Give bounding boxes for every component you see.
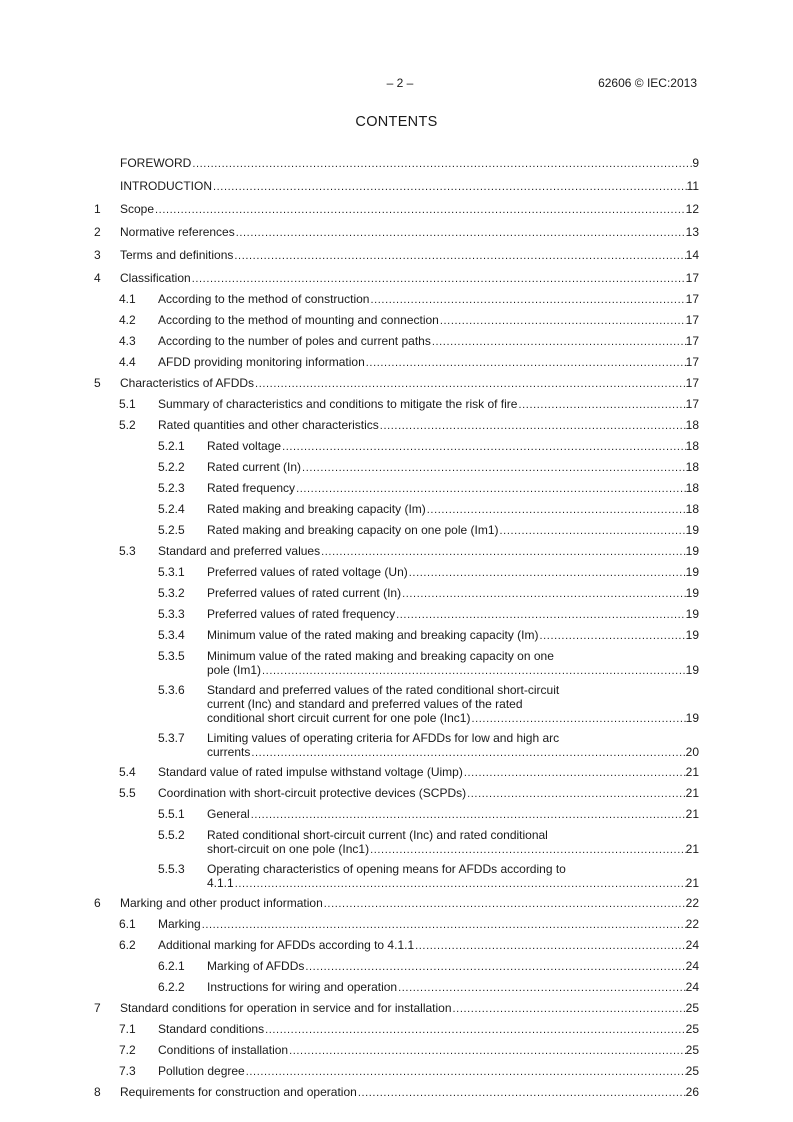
entry-body: [120, 271, 699, 286]
dot-leader: [452, 1002, 686, 1016]
section-number: 5.3.7: [158, 731, 185, 745]
toc-entry[interactable]: [94, 959, 699, 974]
section-number: 2: [94, 225, 101, 239]
section-number: 5.3.4: [158, 628, 185, 642]
section-number: 6.1: [119, 917, 136, 931]
page-ref[interactable]: 21: [685, 765, 699, 779]
entry-body: [207, 649, 699, 678]
toc-entry[interactable]: [94, 807, 699, 822]
section-number: 4.4: [119, 355, 136, 369]
entry-title[interactable]: Standard value of rated impulse withstand voltage (Uimp): [158, 765, 463, 779]
page-ref[interactable]: 19: [685, 628, 699, 642]
entry-last-line: [207, 607, 699, 622]
entry-body: [158, 917, 699, 932]
entry-title[interactable]: General: [207, 807, 250, 821]
section-number: 5.2.1: [158, 439, 185, 453]
page-ref[interactable]: 19: [685, 663, 699, 677]
page-ref[interactable]: 17: [685, 313, 699, 327]
dot-leader: [395, 608, 686, 622]
toc-entry[interactable]: [94, 439, 699, 454]
page-ref[interactable]: 19: [685, 586, 699, 600]
entry-body: [120, 376, 699, 391]
page-ref[interactable]: 17: [685, 334, 699, 348]
dot-leader: [235, 226, 686, 240]
entry-title[interactable]: Terms and definitions: [120, 248, 234, 262]
section-number: 6.2.1: [158, 959, 185, 973]
toc-entry[interactable]: [94, 586, 699, 601]
entry-body: [207, 980, 699, 995]
section-number: 5: [94, 376, 101, 390]
entry-body: [207, 828, 699, 857]
entry-last-line: [158, 355, 699, 370]
dot-leader: [499, 524, 686, 538]
toc-entry[interactable]: [94, 649, 699, 678]
dot-leader: [320, 545, 686, 559]
page-ref[interactable]: 24: [685, 980, 699, 994]
entry-last-line: [120, 896, 699, 911]
section-number: 5.5: [119, 786, 136, 800]
page-ref[interactable]: 11: [686, 179, 699, 193]
page-ref[interactable]: 18: [685, 460, 699, 474]
section-number: 5.2.5: [158, 523, 185, 537]
toc-entry[interactable]: [94, 1085, 699, 1100]
entry-title[interactable]: Rated frequency: [207, 481, 296, 495]
entry-last-line: [120, 156, 699, 171]
entry-last-line: [158, 334, 699, 349]
entry-last-line: [158, 313, 699, 328]
toc-entry[interactable]: [94, 397, 699, 412]
page-ref[interactable]: 18: [685, 481, 699, 495]
entry-title[interactable]: Characteristics of AFDDs: [120, 376, 255, 390]
entry-title[interactable]: Preferred values of rated voltage (Un): [207, 565, 408, 579]
entry-title[interactable]: Requirements for construction and operation: [120, 1085, 357, 1099]
section-number: 5.2: [119, 418, 136, 432]
dot-leader: [288, 1044, 686, 1058]
page-ref[interactable]: 24: [685, 959, 699, 973]
entry-title[interactable]: currents: [207, 745, 251, 759]
dot-leader: [426, 503, 686, 517]
toc-entry[interactable]: [94, 731, 699, 760]
entry-last-line: [207, 460, 699, 475]
toc-entry[interactable]: [94, 202, 699, 217]
entry-title[interactable]: Summary of characteristics and conditions to mitigate the risk of fire: [158, 397, 518, 411]
entry-last-line: [158, 1043, 699, 1058]
section-number: 3: [94, 248, 101, 262]
section-number: 5.5.3: [158, 862, 185, 876]
entry-title[interactable]: Classification: [120, 271, 191, 285]
section-number: 5.3.3: [158, 607, 185, 621]
entry-body: [158, 292, 699, 307]
dot-leader: [191, 157, 692, 171]
entry-body: [158, 1022, 699, 1037]
entry-last-line: [120, 271, 699, 286]
entry-last-line: [207, 481, 699, 496]
entry-title[interactable]: Preferred values of rated frequency: [207, 607, 396, 621]
page-ref[interactable]: 19: [685, 565, 699, 579]
toc-entry[interactable]: [94, 683, 699, 726]
entry-title[interactable]: FOREWORD: [120, 156, 192, 170]
toc-entry[interactable]: [94, 917, 699, 932]
page-ref[interactable]: 17: [685, 355, 699, 369]
entry-title[interactable]: Rated current (In): [207, 460, 302, 474]
entry-title-line: Operating characteristics of opening means for AFDDs according to: [207, 862, 566, 876]
entry-title[interactable]: AFDD providing monitoring information: [158, 355, 365, 369]
toc-entry[interactable]: [94, 460, 699, 475]
entry-last-line: [207, 628, 699, 643]
section-number: 4.3: [119, 334, 136, 348]
dot-leader: [397, 981, 686, 995]
toc-entry[interactable]: [94, 271, 699, 286]
entry-last-line: [158, 418, 699, 433]
dot-leader: [281, 440, 686, 454]
entry-last-line: [207, 842, 699, 857]
page-ref[interactable]: 20: [685, 745, 699, 759]
section-number: 7.2: [119, 1043, 136, 1057]
page-ref[interactable]: 12: [685, 202, 699, 216]
entry-body: [207, 683, 699, 726]
entry-last-line: [207, 502, 699, 517]
dot-leader: [379, 419, 686, 433]
entry-body: [207, 565, 699, 580]
entry-last-line: [120, 202, 699, 217]
section-number: 5.3.2: [158, 586, 185, 600]
entry-last-line: [158, 1064, 699, 1079]
section-number: 5.3.1: [158, 565, 185, 579]
page-ref[interactable]: 17: [685, 397, 699, 411]
section-number: 6: [94, 896, 101, 910]
dot-leader: [201, 918, 686, 932]
entry-body: [158, 397, 699, 412]
entry-body: [158, 313, 699, 328]
section-number: 5.3.5: [158, 649, 185, 663]
dot-leader: [470, 712, 685, 726]
page-ref[interactable]: 25: [685, 1001, 699, 1015]
page-ref[interactable]: 19: [685, 523, 699, 537]
entry-last-line: [158, 938, 699, 953]
dot-leader: [212, 180, 687, 194]
entry-last-line: [158, 786, 699, 801]
section-number: 5.2.4: [158, 502, 185, 516]
dot-leader: [250, 808, 686, 822]
entry-title[interactable]: Marking: [158, 917, 201, 931]
page-ref[interactable]: 18: [685, 439, 699, 453]
entry-body: [120, 248, 699, 263]
entry-last-line: [120, 376, 699, 391]
section-number: 5.1: [119, 397, 136, 411]
toc-entry[interactable]: [94, 1022, 699, 1037]
entry-title[interactable]: Minimum value of the rated making and breaking capacity (Im): [207, 628, 539, 642]
dot-leader: [517, 398, 685, 412]
entry-title-line: current (Inc) and standard and preferred values of the rated: [207, 697, 523, 711]
page-ref[interactable]: 21: [685, 807, 699, 821]
toc-entry[interactable]: [94, 765, 699, 780]
entry-last-line: [207, 663, 699, 678]
dot-leader: [414, 939, 686, 953]
entry-title[interactable]: conditional short circuit current for one pole (Inc1): [207, 711, 471, 725]
page-ref[interactable]: 25: [685, 1064, 699, 1078]
entry-last-line: [207, 807, 699, 822]
section-number: 4: [94, 271, 101, 285]
dot-leader: [254, 377, 686, 391]
dot-leader: [365, 356, 686, 370]
entry-last-line: [207, 745, 699, 760]
entry-body: [158, 544, 699, 559]
page-ref[interactable]: 17: [685, 292, 699, 306]
entry-body: [207, 862, 699, 891]
dot-leader: [234, 877, 686, 891]
dot-leader: [408, 566, 686, 580]
section-number: 6.2.2: [158, 980, 185, 994]
section-number: 7.3: [119, 1064, 136, 1078]
entry-body: [207, 586, 699, 601]
entry-title[interactable]: Coordination with short-circuit protective devices (SCPDs): [158, 786, 467, 800]
section-number: 6.2: [119, 938, 136, 952]
entry-last-line: [158, 917, 699, 932]
entry-title[interactable]: Marking and other product information: [120, 896, 323, 910]
entry-last-line: [120, 179, 699, 194]
entry-last-line: [158, 1022, 699, 1037]
dot-leader: [301, 461, 686, 475]
toc-entry[interactable]: [94, 248, 699, 263]
entry-last-line: [207, 980, 699, 995]
section-number: 5.3: [119, 544, 136, 558]
section-number: 7.1: [119, 1022, 136, 1036]
toc-entry[interactable]: [94, 376, 699, 391]
page-ref[interactable]: 18: [685, 418, 699, 432]
entry-title[interactable]: Additional marking for AFDDs according to 4.1.1: [158, 938, 415, 952]
entry-last-line: [120, 248, 699, 263]
entry-title[interactable]: Scope: [120, 202, 155, 216]
entry-body: [158, 938, 699, 953]
entry-last-line: [120, 1085, 699, 1100]
entry-body: [207, 628, 699, 643]
page-ref[interactable]: 14: [685, 248, 699, 262]
page-ref[interactable]: 22: [685, 896, 699, 910]
entry-title[interactable]: Rated voltage: [207, 439, 282, 453]
entry-title[interactable]: Marking of AFDDs: [207, 959, 305, 973]
page-ref[interactable]: 24: [685, 938, 699, 952]
toc-entry[interactable]: [94, 502, 699, 517]
toc-entry[interactable]: [94, 225, 699, 240]
entry-last-line: [207, 586, 699, 601]
page-number: – 2 –: [386, 76, 414, 90]
entry-last-line: [207, 439, 699, 454]
page-ref[interactable]: 18: [685, 502, 699, 516]
toc-entry[interactable]: [94, 607, 699, 622]
entry-last-line: [158, 544, 699, 559]
entry-title[interactable]: 4.1.1: [207, 876, 234, 890]
entry-body: [120, 156, 699, 171]
entry-body: [158, 355, 699, 370]
page-ref[interactable]: 17: [685, 271, 699, 285]
dot-leader: [369, 293, 685, 307]
toc-entry[interactable]: [94, 1064, 699, 1079]
dot-leader: [323, 897, 686, 911]
entry-body: [120, 202, 699, 217]
entry-last-line: [207, 523, 699, 538]
entry-body: [120, 1001, 699, 1016]
section-number: 5.3.6: [158, 683, 185, 697]
entry-last-line: [207, 959, 699, 974]
entry-body: [207, 523, 699, 538]
entry-title[interactable]: According to the method of mounting and connection: [158, 313, 439, 327]
dot-leader: [233, 249, 685, 263]
section-number: 4.1: [119, 292, 136, 306]
dot-leader: [154, 203, 686, 217]
section-number: 5.5.2: [158, 828, 185, 842]
toc-entry[interactable]: [94, 938, 699, 953]
page-ref[interactable]: 25: [685, 1043, 699, 1057]
page-ref[interactable]: 21: [685, 842, 699, 856]
entry-title[interactable]: Preferred values of rated current (In): [207, 586, 402, 600]
toc-entry[interactable]: [94, 179, 699, 194]
document-id: 62606 © IEC:2013: [598, 76, 697, 90]
toc-entry[interactable]: [94, 628, 699, 643]
page-ref[interactable]: 22: [685, 917, 699, 931]
entry-body: [207, 731, 699, 760]
page-ref[interactable]: 19: [685, 607, 699, 621]
entry-last-line: [207, 876, 699, 891]
entry-title-line: Rated conditional short-circuit current (Inc) and rated conditional: [207, 828, 548, 842]
entry-body: [158, 786, 699, 801]
entry-body: [158, 334, 699, 349]
entry-body: [120, 179, 699, 194]
toc-entry[interactable]: [94, 418, 699, 433]
entry-body: [158, 765, 699, 780]
entry-last-line: [207, 711, 699, 726]
toc-entry[interactable]: [94, 292, 699, 307]
dot-leader: [250, 746, 685, 760]
toc-entry[interactable]: [94, 544, 699, 559]
toc-entry[interactable]: [94, 355, 699, 370]
entry-title-line: Standard and preferred values of the rated conditional short-circuit: [207, 683, 560, 697]
entry-body: [158, 1043, 699, 1058]
entry-title-line: Limiting values of operating criteria for AFDDs for low and high arc: [207, 731, 560, 745]
entry-title[interactable]: Rated making and breaking capacity (Im): [207, 502, 426, 516]
dot-leader: [295, 482, 686, 496]
page-ref[interactable]: 17: [685, 376, 699, 390]
dot-leader: [439, 314, 686, 328]
entry-title[interactable]: INTRODUCTION: [120, 179, 212, 193]
dot-leader: [261, 664, 686, 678]
page-ref[interactable]: 25: [685, 1022, 699, 1036]
entry-title[interactable]: Standard conditions: [158, 1022, 265, 1036]
section-number: 5.4: [119, 765, 136, 779]
toc-entry[interactable]: [94, 896, 699, 911]
dot-leader: [431, 335, 686, 349]
toc-entry[interactable]: [94, 980, 699, 995]
section-number: 5.5.1: [158, 807, 185, 821]
dot-leader: [538, 629, 685, 643]
dot-leader: [264, 1023, 686, 1037]
entry-title[interactable]: According to the method of construction: [158, 292, 370, 306]
entry-title[interactable]: Pollution degree: [158, 1064, 245, 1078]
toc-entry[interactable]: [94, 481, 699, 496]
dot-leader: [401, 587, 686, 601]
section-number: 8: [94, 1085, 101, 1099]
toc-entry[interactable]: [94, 1043, 699, 1058]
entry-last-line: [207, 565, 699, 580]
entry-last-line: [158, 765, 699, 780]
toc-entry[interactable]: [94, 313, 699, 328]
dot-leader: [245, 1065, 686, 1079]
entry-title[interactable]: According to the number of poles and current paths: [158, 334, 431, 348]
toc-entry[interactable]: [94, 523, 699, 538]
page-ref[interactable]: 13: [685, 225, 699, 239]
entry-title[interactable]: Conditions of installation: [158, 1043, 289, 1057]
dot-leader: [304, 960, 685, 974]
section-number: 1: [94, 202, 101, 216]
dot-leader: [463, 766, 686, 780]
entry-title[interactable]: Rated quantities and other characteristics: [158, 418, 379, 432]
entry-last-line: [120, 1001, 699, 1016]
entry-body: [207, 460, 699, 475]
toc-title: CONTENTS: [355, 114, 438, 130]
entry-title[interactable]: Standard conditions for operation in service and for installation: [120, 1001, 452, 1015]
toc-entry[interactable]: [94, 1001, 699, 1016]
dot-leader: [191, 272, 686, 286]
entry-last-line: [158, 292, 699, 307]
entry-title-line: Minimum value of the rated making and breaking capacity on one: [207, 649, 554, 663]
dot-leader: [357, 1086, 686, 1100]
section-number: 5.2.3: [158, 481, 185, 495]
entry-title[interactable]: Normative references: [120, 225, 235, 239]
section-number: 4.2: [119, 313, 136, 327]
entry-body: [207, 807, 699, 822]
toc-entry[interactable]: [94, 565, 699, 580]
entry-title[interactable]: pole (Im1): [207, 663, 262, 677]
table-of-contents: [94, 156, 699, 1100]
entry-title[interactable]: short-circuit on one pole (Inc1): [207, 842, 370, 856]
entry-last-line: [120, 225, 699, 240]
page-ref[interactable]: 21: [685, 786, 699, 800]
entry-body: [207, 481, 699, 496]
page-ref[interactable]: 19: [685, 711, 699, 725]
toc-entry[interactable]: [94, 156, 699, 171]
toc-entry[interactable]: [94, 862, 699, 891]
page-ref[interactable]: 21: [685, 876, 699, 890]
entry-body: [207, 439, 699, 454]
toc-entry[interactable]: [94, 828, 699, 857]
entry-last-line: [158, 397, 699, 412]
entry-body: [120, 896, 699, 911]
section-number: 5.2.2: [158, 460, 185, 474]
entry-title[interactable]: Rated making and breaking capacity on one pole (Im1): [207, 523, 499, 537]
entry-title[interactable]: Standard and preferred values: [158, 544, 321, 558]
entry-body: [207, 959, 699, 974]
dot-leader: [466, 787, 686, 801]
entry-title[interactable]: Instructions for wiring and operation: [207, 980, 398, 994]
toc-entry[interactable]: [94, 334, 699, 349]
entry-body: [207, 502, 699, 517]
page-ref[interactable]: 26: [685, 1085, 699, 1099]
entry-body: [120, 1085, 699, 1100]
entry-body: [120, 225, 699, 240]
page-ref[interactable]: 19: [685, 544, 699, 558]
entry-body: [207, 607, 699, 622]
entry-body: [158, 1064, 699, 1079]
page-ref[interactable]: 9: [692, 156, 699, 170]
entry-body: [158, 418, 699, 433]
toc-entry[interactable]: [94, 786, 699, 801]
section-number: 7: [94, 1001, 101, 1015]
dot-leader: [369, 843, 686, 857]
